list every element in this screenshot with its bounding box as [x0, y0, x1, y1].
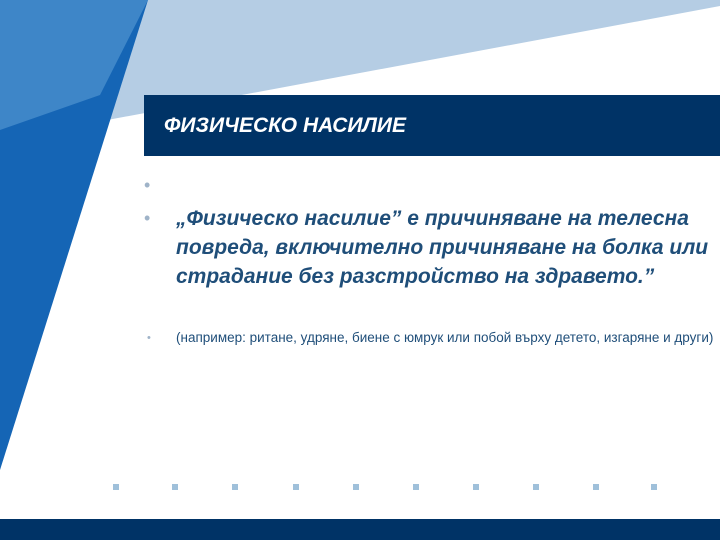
definition-text: „Физическо насилие” е причиняване на телесна повреда, включително причиняване на болка или страдание без разстройство на здравето.” [176, 207, 709, 288]
dot [651, 484, 657, 490]
dot [533, 484, 539, 490]
dot [353, 484, 359, 490]
examples-text: (например: ритане, удряне, биене с юмрук или побой върху детето, изгаряне и други) [176, 330, 714, 345]
dot [172, 484, 178, 490]
dot [113, 484, 119, 490]
bullet-examples: • [147, 332, 151, 344]
dot-row [0, 480, 720, 496]
bottom-bar [0, 519, 720, 540]
title-bar [144, 95, 720, 156]
dot [473, 484, 479, 490]
dot [293, 484, 299, 490]
bullet-empty: • [144, 175, 151, 195]
dot [593, 484, 599, 490]
bullet-definition: • [144, 208, 151, 228]
dot [413, 484, 419, 490]
dot [232, 484, 238, 490]
slide-title: ФИЗИЧЕСКО НАСИЛИЕ [164, 114, 407, 137]
